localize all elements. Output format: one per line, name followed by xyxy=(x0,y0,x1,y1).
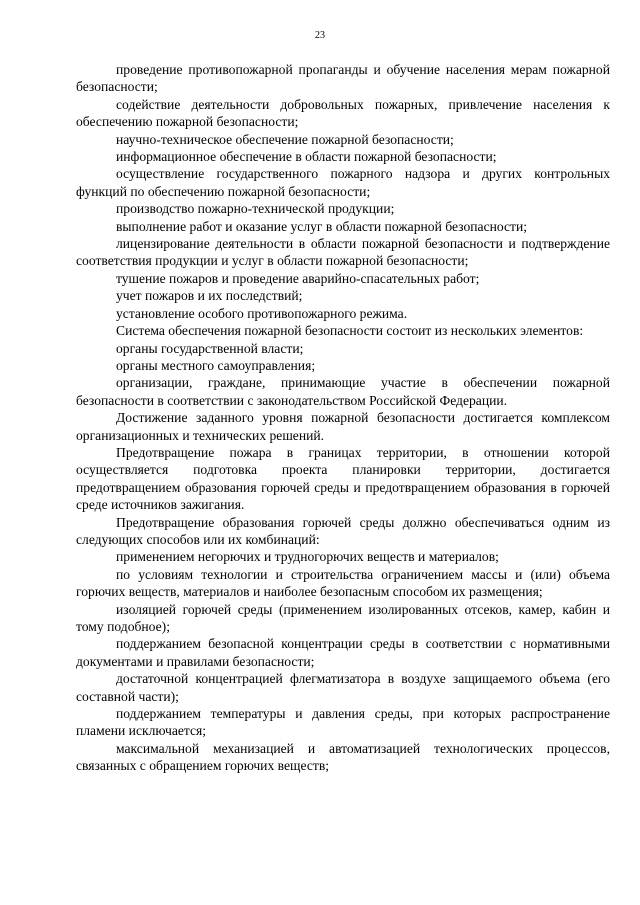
paragraph: Предотвращение образования горючей среды должно обеспечиваться одним из следующих способов или их комбинаций: xyxy=(76,514,610,547)
paragraph: поддержанием температуры и давления среды, при которых распространение пламени исключается; xyxy=(76,706,610,739)
paragraph: выполнение работ и оказание услуг в области пожарной безопасности; xyxy=(116,218,528,234)
paragraph: по условиям технологии и строительства ограничением массы и (или) объема горючих веществ, материалов и наиболее безопасным способом их размещения; xyxy=(76,566,610,600)
paragraph: органы государственной власти; xyxy=(116,340,304,356)
paragraph: организации, граждане, принимающие участие в обеспечении пожарной безопасности в соответствии с законодательством Российской Федерации. xyxy=(76,375,610,408)
page-number: 23 xyxy=(315,30,325,41)
paragraph: осуществление государственного пожарного надзора и других контрольных функций по обеспечению пожарной безопасности; xyxy=(76,166,610,199)
paragraph: содействие деятельности добровольных пожарных, привлечение населения к обеспечению пожарной безопасности; xyxy=(76,96,610,130)
paragraph: установление особого противопожарного режима. xyxy=(116,305,408,321)
paragraph: лицензирование деятельности в области пожарной безопасности и подтверждение соответствия продукции и услуг в области пожарной безопасности; xyxy=(76,236,610,269)
paragraph: производство пожарно-технической продукции; xyxy=(116,201,395,217)
paragraph: Предотвращение пожара в границах территории, в отношении которой осуществляется подготовка проекта планировки территории, достигается предотвращением образования горючей среды и предотвращением образования в горючей среде источников зажигания. xyxy=(76,444,610,513)
document-body xyxy=(76,61,610,775)
paragraph: поддержанием безопасной концентрации среды в соответствии с нормативными документами и правилами безопасности; xyxy=(76,636,610,669)
paragraph: тушение пожаров и проведение аварийно-спасательных работ; xyxy=(116,270,480,286)
paragraph: органы местного самоуправления; xyxy=(116,357,316,373)
paragraph: Система обеспечения пожарной безопасности состоит из нескольких элементов: xyxy=(116,323,584,339)
paragraph: проведение противопожарной пропаганды и обучение населения мерам пожарной безопасности; xyxy=(76,62,610,95)
paragraph: максимальной механизацией и автоматизацией технологических процессов, связанных с обращением горючих веществ; xyxy=(76,740,610,774)
paragraph: изоляцией горючей среды (применением изолированных отсеков, камер, кабин и тому подобное); xyxy=(76,601,610,634)
paragraph: применением негорючих и трудногорючих веществ и материалов; xyxy=(116,549,499,565)
paragraph: информационное обеспечение в области пожарной безопасности; xyxy=(116,149,497,165)
paragraph: научно-техническое обеспечение пожарной безопасности; xyxy=(116,131,454,147)
paragraph: достаточной концентрацией флегматизатора в воздухе защищаемого объема (его составной части); xyxy=(76,671,610,704)
paragraph: учет пожаров и их последствий; xyxy=(116,288,303,304)
paragraph: Достижение заданного уровня пожарной безопасности достигается комплексом организационных и технических решений. xyxy=(76,410,610,443)
